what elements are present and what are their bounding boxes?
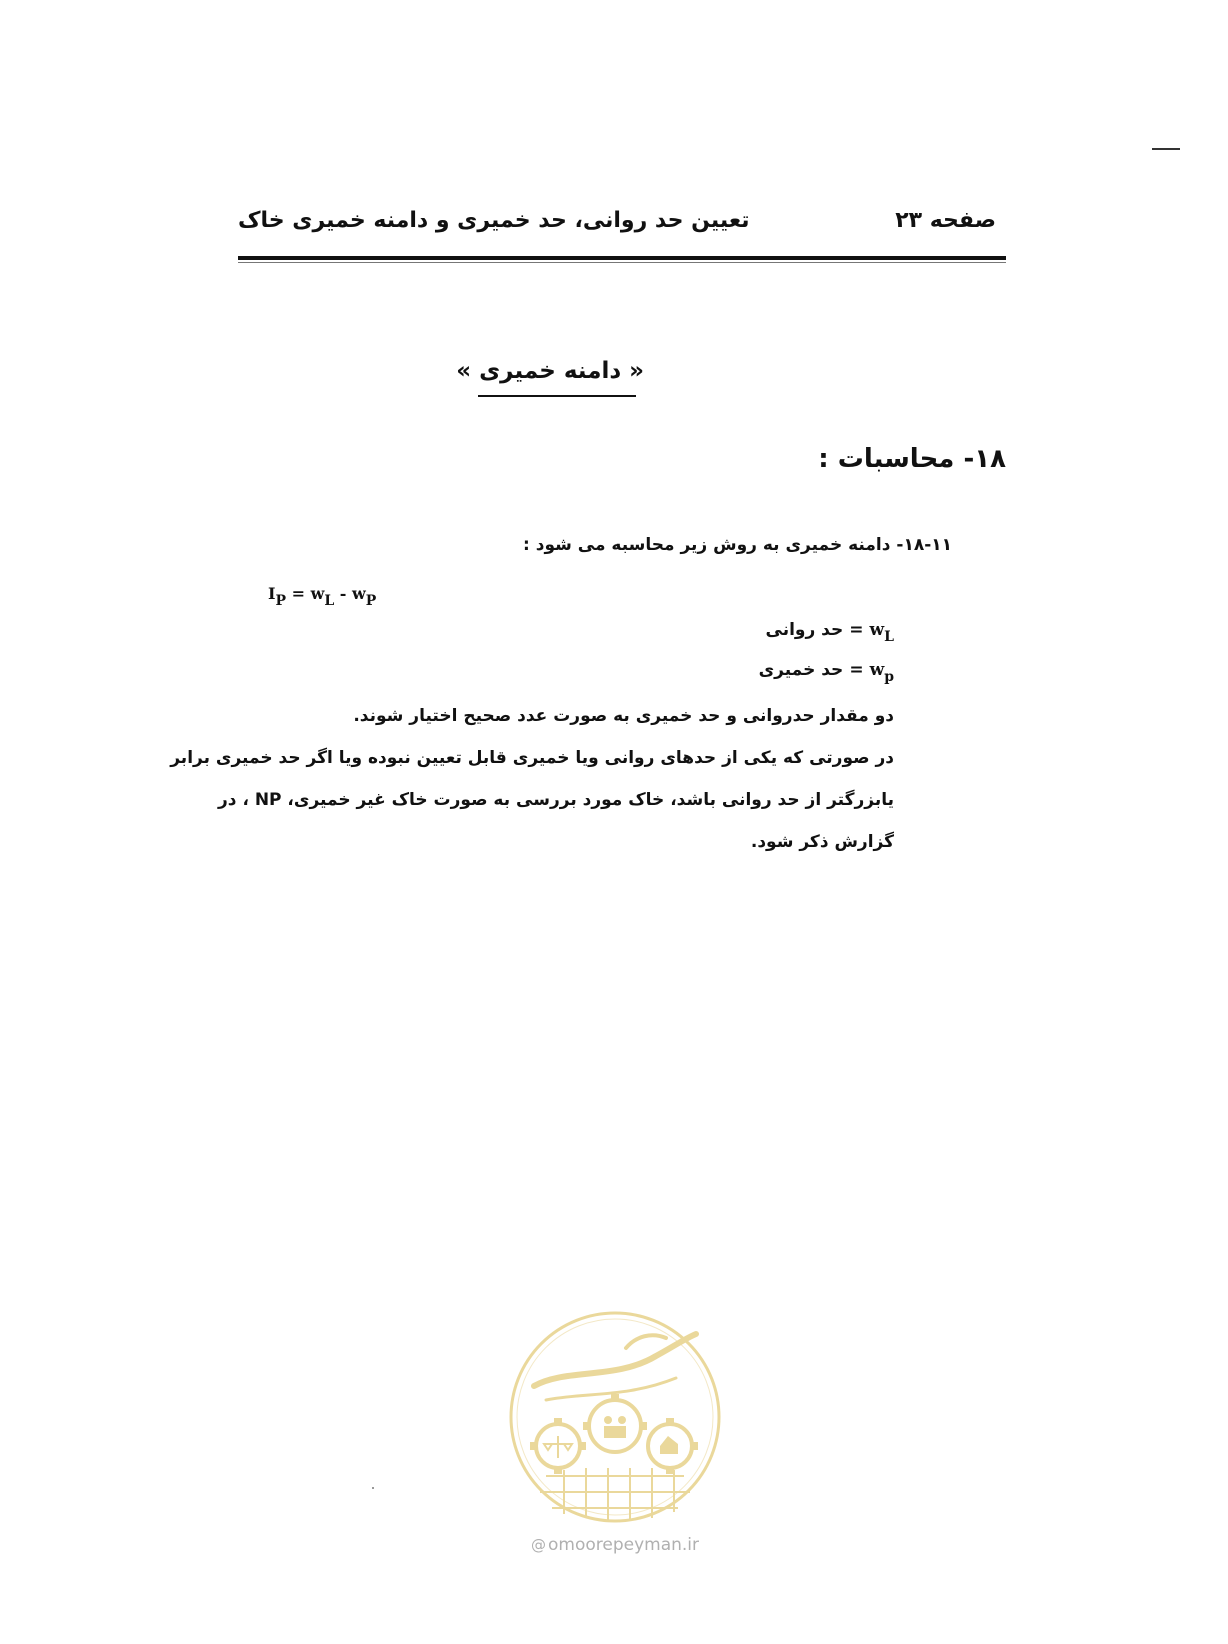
- formula-equals: =: [286, 584, 311, 603]
- definition-symbol: $w_L$: [869, 620, 894, 645]
- formula-term2-sub: P: [365, 593, 377, 609]
- formula-term2: w: [351, 584, 366, 603]
- definition-liquid-limit: [766, 620, 895, 645]
- definition-equals: =: [849, 660, 864, 680]
- body-line: یابزرگتر از حد روانی باشد، خاک مورد بررسی به صورت خاک غیر خمیری، NP ، در: [218, 790, 894, 810]
- formula-lhs-sub: P: [275, 593, 287, 609]
- formula-term1: w: [310, 584, 325, 603]
- plasticity-index-formula: [268, 584, 376, 609]
- page-number: صفحه ۲۳: [895, 208, 996, 233]
- definition-symbol: $w_p$: [869, 660, 894, 685]
- header-rule-thin: [238, 262, 1006, 263]
- definition-plastic-limit: [759, 660, 894, 685]
- body-line: گزارش ذکر شود.: [750, 832, 894, 852]
- scan-speck: [372, 1487, 374, 1489]
- formula-lhs: I: [268, 584, 276, 603]
- watermark-logo: [506, 1308, 724, 1526]
- running-title: تعیین حد روانی، حد خمیری و دامنه خمیری خاک: [238, 208, 750, 233]
- formula-term1-sub: L: [324, 593, 335, 609]
- header-rule: [238, 256, 1006, 260]
- section-title-underline: [478, 395, 636, 397]
- definition-equals: =: [849, 620, 864, 640]
- body-line: در صورتی که یکی از حدهای روانی ویا خمیری قابل تعیین نبوده ویا اگر حد خمیری برابر: [170, 748, 894, 768]
- watermark-url: @ omoorepeyman.ir: [530, 1535, 700, 1555]
- subsection-intro: ۱۸-۱۱- دامنه خمیری به روش زیر محاسبه می شود :: [523, 535, 952, 555]
- definition-meaning: حد خمیری: [758, 660, 844, 680]
- body-line: دو مقدار حدروانی و حد خمیری به صورت عدد صحیح اختیار شوند.: [353, 706, 894, 726]
- scan-mark: [1152, 148, 1180, 150]
- section-title: « دامنه خمیری »: [456, 358, 644, 384]
- definition-meaning: حد روانی: [765, 620, 844, 640]
- calculations-heading: ۱۸- محاسبات :: [818, 444, 1006, 474]
- formula-minus: -: [334, 584, 352, 603]
- at-icon: @: [530, 1536, 546, 1554]
